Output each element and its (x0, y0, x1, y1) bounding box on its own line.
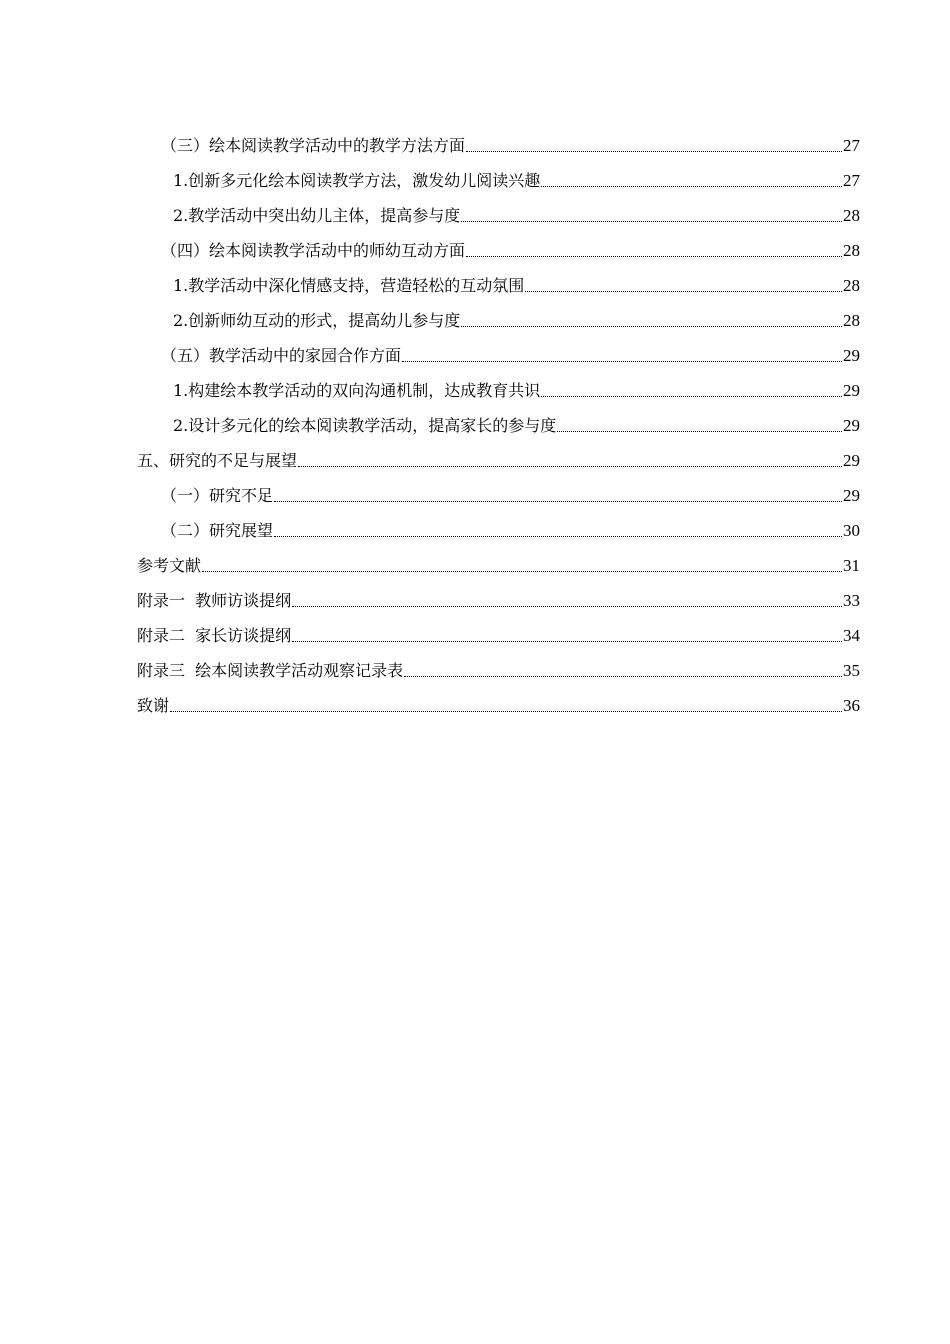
toc-dot-leader (274, 536, 842, 537)
toc-entry-title: 附录二 家长访谈提纲 (137, 626, 292, 645)
toc-entry-page: 27 (843, 136, 860, 155)
toc-entry-title: 1.教学活动中深化情感支持，营造轻松的互动氛围 (173, 276, 525, 295)
toc-entry[interactable] (137, 542, 860, 577)
toc-entry-title: 五、研究的不足与展望 (137, 451, 298, 470)
toc-entry-page: 29 (843, 346, 860, 365)
toc-dot-leader (404, 676, 842, 677)
toc-entry-page: 28 (843, 311, 860, 330)
toc-entry-page: 28 (843, 276, 860, 295)
toc-entry-title: 参考文献 (137, 556, 202, 575)
toc-dot-leader (466, 256, 842, 257)
toc-entry-title: （三）绘本阅读教学活动中的教学方法方面 (161, 136, 466, 155)
toc-entry-page: 33 (843, 591, 860, 610)
toc-entry[interactable] (137, 437, 860, 472)
toc-entry[interactable] (137, 332, 860, 367)
toc-entry-page: 29 (843, 381, 860, 400)
toc-entry[interactable] (137, 612, 860, 647)
toc-entry-title: （四）绘本阅读教学活动中的师幼互动方面 (161, 241, 466, 260)
toc-entry-title: 致谢 (137, 696, 170, 715)
toc-entry-page: 29 (843, 486, 860, 505)
table-of-contents (137, 122, 860, 717)
toc-entry[interactable] (137, 157, 860, 192)
toc-dot-leader (292, 606, 842, 607)
toc-entry-page: 35 (843, 661, 860, 680)
toc-entry-page: 27 (843, 171, 860, 190)
toc-dot-leader (298, 466, 842, 467)
toc-dot-leader (461, 221, 842, 222)
toc-dot-leader (170, 711, 842, 712)
toc-entry-page: 29 (843, 416, 860, 435)
toc-entry-title: 2.教学活动中突出幼儿主体，提高参与度 (173, 206, 461, 225)
toc-entry-page: 28 (843, 206, 860, 225)
toc-entry[interactable] (137, 367, 860, 402)
toc-entry-title: 1.创新多元化绘本阅读教学方法，激发幼儿阅读兴趣 (173, 171, 541, 190)
toc-entry[interactable] (137, 682, 860, 717)
toc-entry[interactable] (137, 647, 860, 682)
toc-entry-page: 36 (843, 696, 860, 715)
toc-entry[interactable] (137, 122, 860, 157)
toc-dot-leader (557, 431, 842, 432)
toc-entry[interactable] (137, 262, 860, 297)
toc-entry[interactable] (137, 297, 860, 332)
toc-entry[interactable] (137, 402, 860, 437)
toc-entry-page: 28 (843, 241, 860, 260)
toc-entry-title: 1.构建绘本教学活动的双向沟通机制，达成教育共识 (173, 381, 541, 400)
toc-entry[interactable] (137, 227, 860, 262)
toc-entry-title: 2.创新师幼互动的形式，提高幼儿参与度 (173, 311, 461, 330)
toc-entry-title: 附录三 绘本阅读教学活动观察记录表 (137, 661, 404, 680)
toc-dot-leader (274, 501, 842, 502)
toc-entry-page: 30 (843, 521, 860, 540)
toc-entry-title: 2.设计多元化的绘本阅读教学活动，提高家长的参与度 (173, 416, 557, 435)
toc-dot-leader (202, 571, 842, 572)
toc-dot-leader (525, 291, 842, 292)
toc-dot-leader (541, 186, 842, 187)
toc-entry-page: 29 (843, 451, 860, 470)
toc-dot-leader (541, 396, 842, 397)
toc-entry-page: 31 (843, 556, 860, 575)
toc-entry-title: （二）研究展望 (161, 521, 274, 540)
toc-dot-leader (292, 641, 842, 642)
toc-entry-title: （一）研究不足 (161, 486, 274, 505)
toc-entry-title: （五）教学活动中的家园合作方面 (161, 346, 402, 365)
toc-entry[interactable] (137, 577, 860, 612)
toc-dot-leader (461, 326, 842, 327)
toc-entry[interactable] (137, 192, 860, 227)
toc-entry-page: 34 (843, 626, 860, 645)
toc-dot-leader (466, 151, 842, 152)
toc-entry[interactable] (137, 472, 860, 507)
toc-entry[interactable] (137, 507, 860, 542)
toc-entry-title: 附录一 教师访谈提纲 (137, 591, 292, 610)
toc-dot-leader (402, 361, 842, 362)
